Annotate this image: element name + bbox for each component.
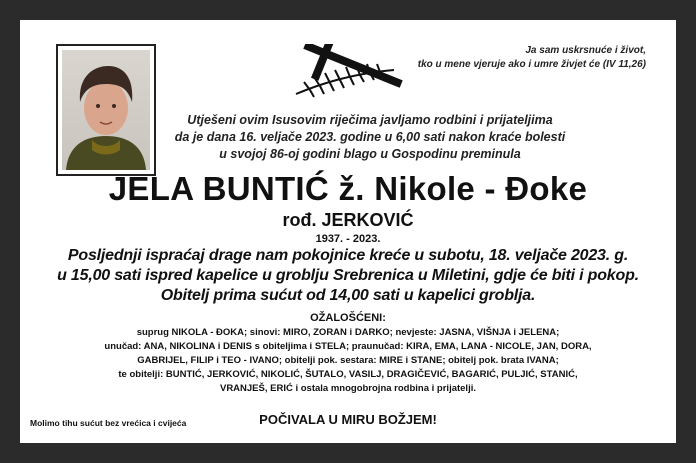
scripture-quote	[406, 44, 646, 72]
quote-line-1: Ja sam uskrsnuće i život,	[525, 45, 646, 56]
obituary-card	[20, 20, 676, 443]
portrait-illustration	[62, 50, 150, 170]
mourners-line: unučad: ANA, NIKOLINA i DENIS s obiteljima i STELA; praunučad: KIRA, EMA, LANA - NICOLE, JAN, DORA,	[104, 341, 592, 352]
mourners-line: te obitelji: BUNTIĆ, JERKOVIĆ, NIKOLIĆ, ŠUTALO, VASILJ, DRAGIČEVIĆ, BAGARIĆ, PULJIĆ, STANIĆ,	[118, 369, 578, 380]
mourners-line: suprug NIKOLA - ĐOKA; sinovi: MIRO, ZORAN i DARKO; nevjeste: JASNA, VIŠNJA i JELENA;	[136, 327, 560, 338]
intro-line-2: da je dana 16. veljače 2023. godine u 6,00 sati nakon kraće bolesti	[174, 130, 566, 144]
mourners-line: GABRIJEL, FILIP i TEO - IVANO; obitelji pok. sestara: MIRE i STANE; obitelj pok. brata IVANA;	[137, 355, 559, 366]
cross-with-palm-icon	[290, 44, 410, 100]
announcement-intro	[160, 112, 580, 163]
mourners-list	[28, 326, 668, 396]
intro-line-1: Utješeni ovim Isusovim riječima javljamo rodbini i prijateljima	[187, 113, 553, 127]
mourners-line: VRANJEŠ, ERIĆ i ostala mnogobrojna rodbina i prijatelji.	[219, 383, 476, 394]
portrait-photo	[62, 50, 150, 170]
funeral-details	[30, 246, 666, 306]
life-years: 1937. - 2023.	[315, 233, 381, 245]
maiden-name: rođ. JERKOVIĆ	[282, 210, 414, 230]
deceased-name: JELA BUNTIĆ ž. Nikole - Đoke	[108, 170, 588, 207]
portrait-frame	[56, 44, 156, 176]
mourners-heading: OŽALOŠĆENI:	[310, 312, 386, 324]
funeral-line-3: Obitelj prima sućut od 14,00 sati u kapelici groblja.	[160, 287, 536, 304]
funeral-line-2: u 15,00 sati ispred kapelice u groblju Srebrenica u Miletini, gdje će biti i pokop.	[57, 267, 639, 284]
funeral-line-1: Posljednji ispraćaj drage nam pokojnice kreće u subotu, 18. veljače 2023. g.	[67, 247, 629, 264]
rest-in-peace: POČIVALA U MIRU BOŽJEM!	[259, 412, 437, 427]
intro-line-3: u svojoj 86-oj godini blago u Gospodinu preminula	[219, 147, 521, 161]
condolence-note: Molimo tihu sućut bez vrećica i cvijeća	[30, 418, 187, 428]
quote-line-2: tko u mene vjeruje ako i umre živjet će (IV 11,26)	[417, 59, 646, 70]
